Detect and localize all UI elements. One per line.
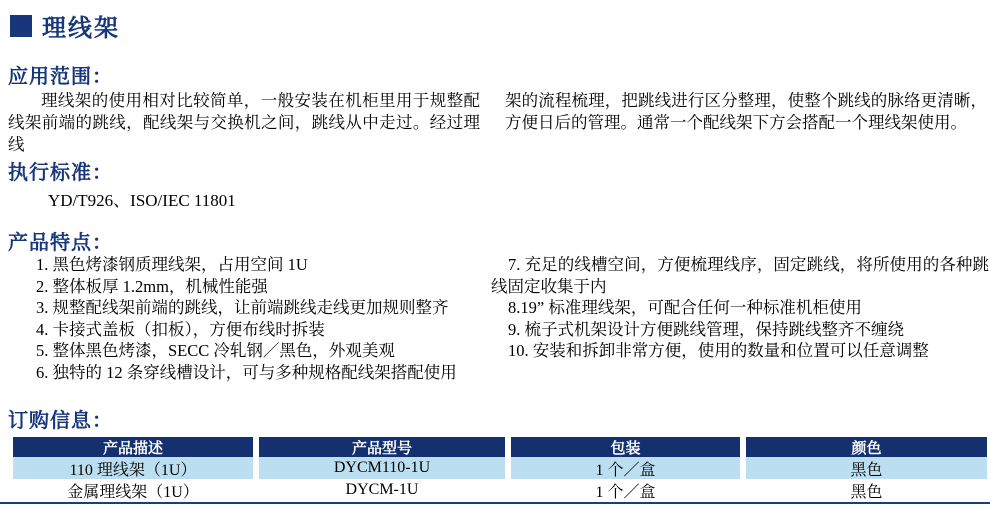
feature-item: 5. 整体黑色烤漆，SECC 冷轧钢／黑色，外观美观 [36,341,395,360]
table-cell-packaging-row2: 1 个／盒 [595,483,656,501]
table-cell-model-row2: DYCM-1U [345,481,419,498]
table-cell-color-row2: 黑色 [850,483,883,501]
bottom-divider-rule [0,502,990,504]
standard-section-heading: 执行标准： [8,162,113,184]
feature-item: 6. 独特的 12 条穿线槽设计，可与多种规格配线架搭配使用 [36,362,457,382]
feature-item: 3. 规整配线架前端的跳线，让前端跳线走线更加规则整齐 [36,298,449,317]
title-bullet-square-icon [10,15,32,37]
table-header-packaging: 包装 [511,437,740,457]
table-cell-description-row2: 金属理线架（1U） [67,483,199,501]
feature-item: 2. 整体板厚 1.2mm，机械性能强 [36,276,268,296]
standard-value: YD/T926、ISO/IEC 11801 [48,191,236,210]
features-list-right [491,254,989,362]
table-header-product-model: 产品型号 [259,437,505,457]
application-paragraph-right: 架的流程梳理，把跳线进行区分整理，使整个跳线的脉络更清晰，方便日后的管理。通常一个配线架下方会搭配一个理线架使用。 [505,91,987,132]
table-header-color: 颜色 [746,437,987,457]
feature-item: 9. 梳子式机架设计方便跳线管理，保持跳线整齐不缠绕 [508,319,904,339]
ordering-table [13,437,987,501]
table-header-product-description: 产品描述 [13,437,253,457]
application-section-heading: 应用范围： [8,66,113,88]
page-title-block [10,8,120,43]
table-cell-description-row1: 110 理线架（1U） [13,457,253,479]
table-cell-packaging-row1: 1 个／盒 [511,457,740,479]
feature-item: 8.19” 标准理线架，可配合任何一种标准机柜使用 [508,298,862,317]
ordering-section-heading: 订购信息： [8,410,113,432]
table-cell-color-row1: 黑色 [746,457,987,479]
features-list-left [8,254,486,383]
feature-item: 1. 黑色烤漆钢质理线架，占用空间 1U [36,255,308,274]
application-paragraph-left: 理线架的使用相对比较简单，一般安装在机柜里用于规整配线架前端的跳线，配线架与交换机之间，跳线从中走过。经过理线 [8,91,480,154]
page-title: 理线架 [42,15,120,42]
features-section-heading: 产品特点： [8,232,113,254]
table-cell-model-row1: DYCM110-1U [259,457,505,479]
feature-item: 7. 充足的线槽空间，方便梳理线序，固定跳线，将所使用的各种跳线固定收集于内 [491,255,989,296]
feature-item: 4. 卡接式盖板（扣板），方便布线时拆装 [36,319,325,339]
feature-item: 10. 安装和拆卸非常方便，使用的数量和位置可以任意调整 [508,341,929,360]
